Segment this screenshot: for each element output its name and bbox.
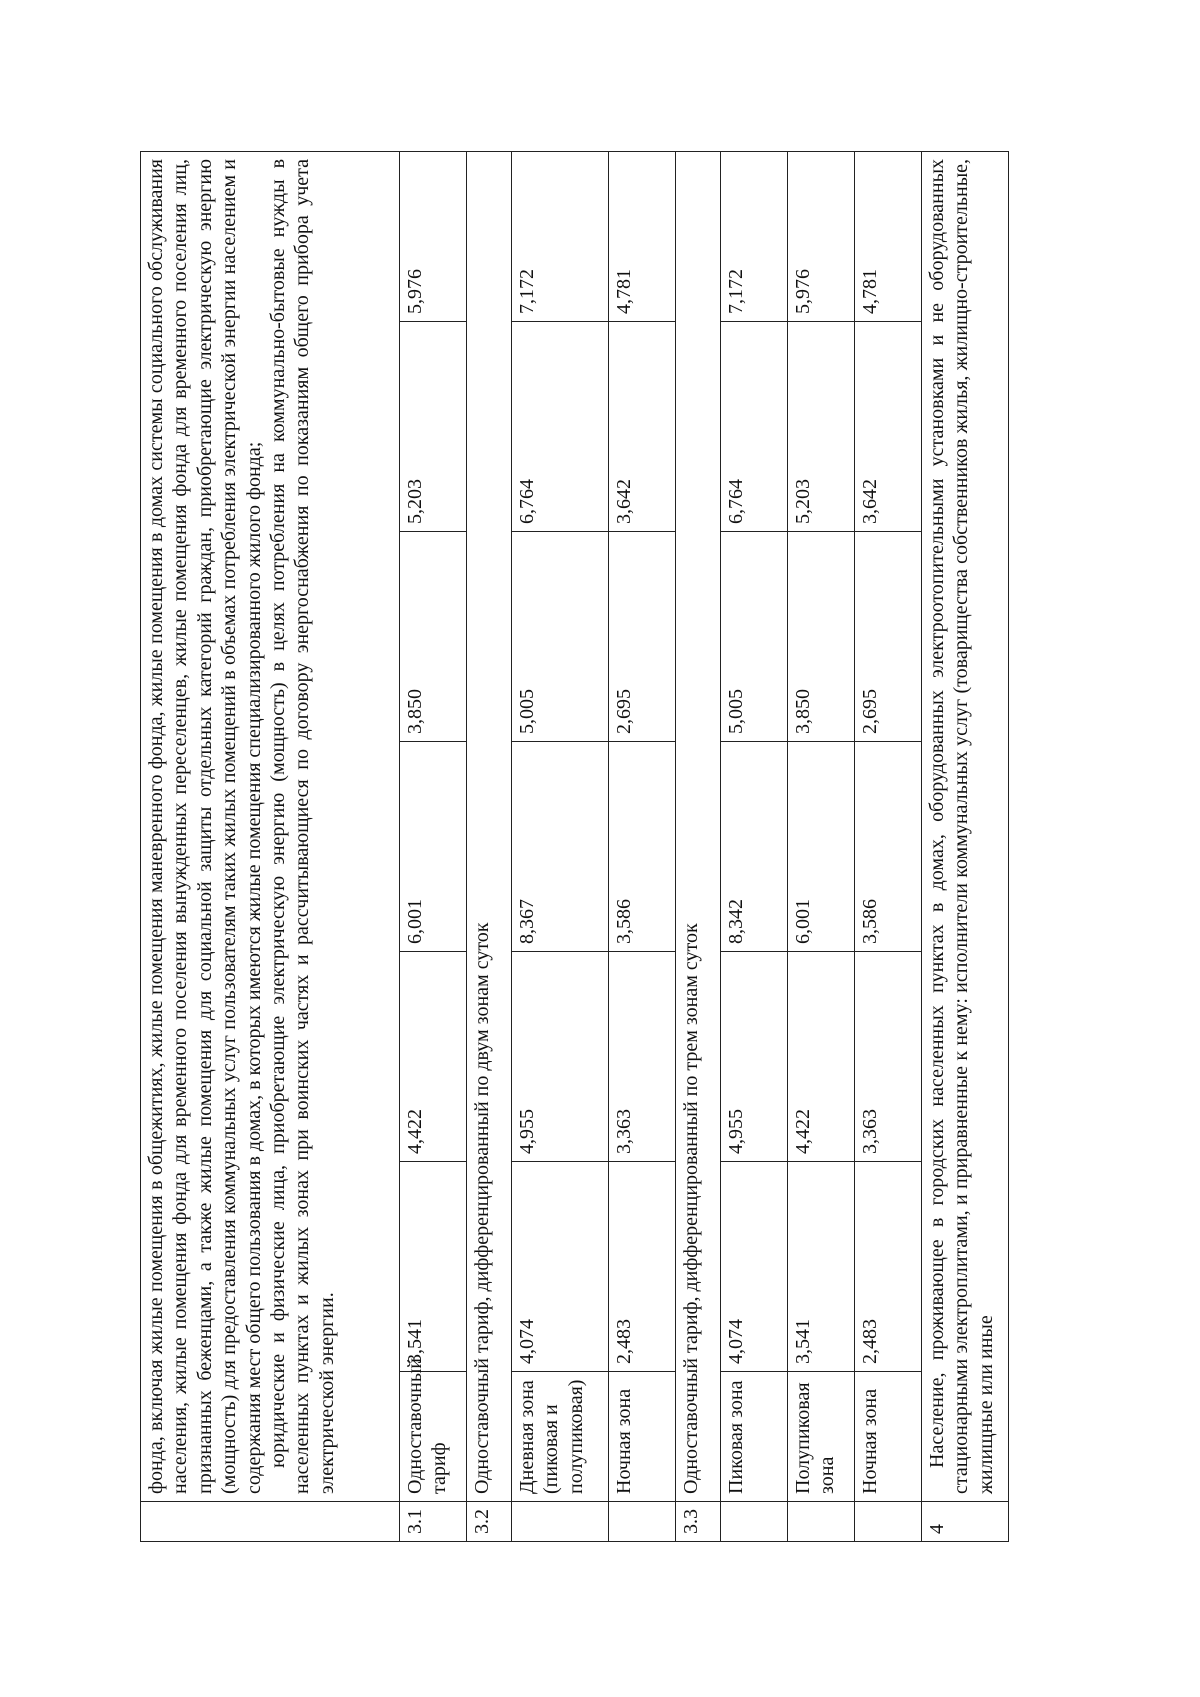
row-3-3-heading <box>676 151 721 1541</box>
value-cell: 3,541 <box>788 1162 855 1372</box>
row-number: 4 <box>922 1502 1009 1542</box>
row-number: 3.2 <box>467 1502 512 1542</box>
value-cell: 2,695 <box>855 532 922 742</box>
value-cell: 6,764 <box>721 322 788 532</box>
row-number-empty <box>721 1502 788 1542</box>
section-heading: Одноставочный тариф, дифференцированный по трем зонам суток <box>676 151 721 1501</box>
zone-label: Полупиковая зона <box>788 1372 855 1502</box>
value-cell: 6,001 <box>400 742 467 952</box>
row-3-2-heading <box>467 151 512 1541</box>
value-cell: 4,781 <box>609 151 676 321</box>
value-cell: 5,203 <box>400 322 467 532</box>
value-cell: 3,642 <box>609 322 676 532</box>
value-cell: 7,172 <box>721 151 788 321</box>
row-number-empty <box>609 1502 676 1542</box>
row-intro-text <box>141 151 400 1541</box>
value-cell: 2,695 <box>609 532 676 742</box>
intro-paragraph-2: юридические и физические лица, приобретающие электрическую энергию (мощность) в целях потребления на коммунально-бытовые нужды в населенных пунктах и жилых зонах при воинских частях и рассчитывающиеся по договору энергоснабжения по показаниям общего прибора учета электрической энергии. <box>266 158 338 1494</box>
value-cell: 4,955 <box>512 952 609 1162</box>
value-cell: 6,001 <box>788 742 855 952</box>
row-4-paragraph: Население, проживающее в городских населенных пунктах в домах, оборудованных электроотопительными установками и не оборудованных стационарными электроплитами, и приравненные к нему: исполнители коммунальных услуг (товарищества собственников жилья, жилищно-строительные, жилищные или иные <box>926 158 997 1494</box>
value-cell: 3,586 <box>609 742 676 952</box>
intro-text-cell <box>141 151 400 1501</box>
value-cell: 3,363 <box>855 952 922 1162</box>
value-cell: 3,850 <box>788 532 855 742</box>
value-cell: 8,367 <box>512 742 609 952</box>
row-4 <box>922 151 1009 1541</box>
value-cell: 5,976 <box>400 151 467 321</box>
value-cell: 4,781 <box>855 151 922 321</box>
value-cell: 7,172 <box>512 151 609 321</box>
section-heading: Одноставочный тариф, дифференцированный по двум зонам суток <box>467 151 512 1501</box>
row-number: 3.1 <box>400 1502 467 1542</box>
intro-paragraph-1: фонда, включая жилые помещения в общежитиях, жилые помещения маневренного фонда, жилые помещения в домах системы социального обслуживания населения, жилые помещения фонда для временного поселения вынужденных переселенцев, жилые помещения фонда для временного поселения лиц, признанных беженцами, а также жилые помещения для социальной защиты отдельных категорий граждан, приобретающие электрическую энергию (мощность) для предоставления коммунальных услуг пользователям таких жилых помещений в объемах потребления электрической энергии населением и содержания мест общего пользования в домах, в которых имеются жилые помещения специализированного жилого фонда; <box>145 158 265 1494</box>
tariff-table <box>140 151 1009 1542</box>
row-number-empty <box>512 1502 609 1542</box>
value-cell: 3,541 <box>400 1162 467 1372</box>
row-4-text <box>922 151 1009 1501</box>
row-number-empty <box>141 1502 400 1542</box>
row-3-3-night <box>855 151 922 1541</box>
tariff-label: Одноставочный тариф <box>400 1372 467 1502</box>
row-number: 3.3 <box>676 1502 721 1542</box>
value-cell: 5,203 <box>788 322 855 532</box>
value-cell: 3,642 <box>855 322 922 532</box>
value-cell: 8,342 <box>721 742 788 952</box>
value-cell: 5,005 <box>721 532 788 742</box>
zone-label: Дневная зона (пиковая и полупиковая) <box>512 1372 609 1502</box>
value-cell: 4,955 <box>721 952 788 1162</box>
value-cell: 3,363 <box>609 952 676 1162</box>
value-cell: 3,850 <box>400 532 467 742</box>
value-cell: 4,422 <box>788 952 855 1162</box>
zone-label: Ночная зона <box>855 1372 922 1502</box>
value-cell: 3,586 <box>855 742 922 952</box>
row-3-2-night <box>609 151 676 1541</box>
row-number-empty <box>855 1502 922 1542</box>
value-cell: 6,764 <box>512 322 609 532</box>
value-cell: 4,074 <box>721 1162 788 1372</box>
row-3-2-day <box>512 151 609 1541</box>
value-cell: 4,422 <box>400 952 467 1162</box>
value-cell: 5,976 <box>788 151 855 321</box>
value-cell: 2,483 <box>855 1162 922 1372</box>
row-3-3-semipeak <box>788 151 855 1541</box>
zone-label: Ночная зона <box>609 1372 676 1502</box>
value-cell: 5,005 <box>512 532 609 742</box>
value-cell: 2,483 <box>609 1162 676 1372</box>
zone-label: Пиковая зона <box>721 1372 788 1502</box>
row-3-1 <box>400 151 467 1541</box>
row-3-3-peak <box>721 151 788 1541</box>
row-number-empty <box>788 1502 855 1542</box>
value-cell: 4,074 <box>512 1162 609 1372</box>
